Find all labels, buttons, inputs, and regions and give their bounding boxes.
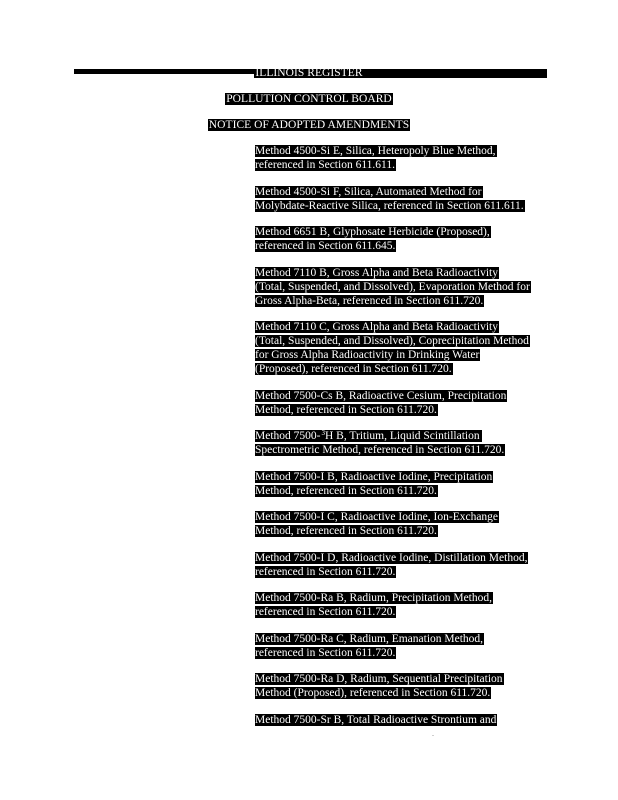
method-entry-text: Method 7500-Ra D, Radium, Sequential Precipitation: [255, 673, 503, 685]
method-entry-text: Method, referenced in Section 611.720.: [255, 484, 437, 497]
method-entry-line: [255, 484, 555, 498]
method-entry-line: [255, 510, 555, 524]
method-entry-text: Molybdate-Reactive Silica, referenced in Section 611.611.: [255, 199, 524, 212]
method-entry-text: Method, referenced in Section 611.720.: [255, 403, 437, 416]
method-entry-text: Method 7500-Sr B, Total Radioactive Strontium and: [255, 713, 497, 726]
method-entry-text: Method 7500-I B, Radioactive Iodine, Precipitation: [255, 470, 493, 483]
method-entry-line: [255, 470, 555, 484]
method-entry-text: Method 7500-I C, Radioactive Iodine, Ion-Exchange: [255, 511, 499, 523]
method-entry-line: [255, 443, 555, 457]
method-entry: [255, 551, 555, 579]
method-entry: [255, 185, 555, 213]
method-entry-line: [255, 429, 555, 443]
method-entry-text: Method 4500-Si E, Silica, Heteropoly Blue Method,: [255, 145, 496, 157]
method-entry-text: referenced in Section 611.645.: [255, 240, 396, 252]
method-entry-line: [255, 266, 555, 280]
method-entry-text: referenced in Section 611.720.: [255, 606, 396, 618]
method-entry-line: [255, 294, 555, 308]
method-entry: [255, 672, 555, 700]
method-entry-text: Method 7500-: [255, 430, 321, 442]
method-entry: [255, 266, 555, 308]
scan-speck: [432, 735, 434, 736]
method-entry-text: Method 4500-Si F, Silica, Automated Method for: [255, 185, 482, 198]
method-entry-text: referenced in Section 611.720.: [255, 646, 396, 659]
method-entry-line: [255, 158, 555, 172]
method-entry-text: Method 7500-I D, Radioactive Iodine, Distillation Method,: [255, 551, 528, 564]
method-entry-text: Method (Proposed), referenced in Section 611.720.: [255, 687, 491, 699]
method-entry-line: [255, 524, 555, 538]
method-list: [255, 144, 555, 739]
method-entry-line: [255, 713, 555, 727]
tritium-label: [321, 430, 481, 442]
method-entry: [255, 591, 555, 619]
method-entry-text: Method, referenced in Section 611.720.: [255, 525, 437, 537]
method-entry-line: [255, 185, 555, 199]
method-entry: [255, 470, 555, 498]
method-entry: [255, 144, 555, 172]
method-entry-line: [255, 320, 555, 334]
method-entry-text: Spectrometric Method, referenced in Section 611.720.: [255, 444, 505, 456]
method-entry: [255, 389, 555, 417]
method-entry-text: (Total, Suspended, and Dissolved), Evaporation Method for: [255, 280, 530, 293]
notice-title: [0, 119, 618, 132]
method-entry-text: Method 7110 C, Gross Alpha and Beta Radioactivity: [255, 321, 498, 333]
method-entry-text: Method 7500-Ra C, Radium, Emanation Method,: [255, 632, 484, 645]
method-entry: [255, 713, 555, 727]
isotope-superscript: 3: [321, 429, 325, 437]
method-entry-line: [255, 144, 555, 158]
method-entry-line: [255, 591, 555, 605]
method-entry-text: Method 7500-Ra B, Radium, Precipitation Method,: [255, 592, 493, 604]
method-entry-line: [255, 362, 555, 376]
method-entry-line: [255, 334, 555, 348]
method-entry-line: [255, 348, 555, 362]
board-title-text: POLLUTION CONTROL BOARD: [226, 93, 392, 105]
method-entry-text: Method 6651 B, Glyphosate Herbicide (Proposed),: [255, 226, 490, 238]
method-entry-line: [255, 605, 555, 619]
method-entry-line: [255, 565, 555, 579]
method-entry: [255, 429, 555, 457]
method-entry-line: [255, 403, 555, 417]
method-entry: [255, 510, 555, 538]
method-entry-text: Gross Alpha-Beta, referenced in Section 611.720.: [255, 294, 484, 307]
method-entry-line: [255, 672, 555, 686]
register-title-text: ILLINOIS REGISTER: [255, 67, 363, 79]
register-title: [0, 67, 618, 80]
method-entry-line: [255, 280, 555, 294]
method-entry-line: [255, 239, 555, 253]
method-entry-text: Method 7110 B, Gross Alpha and Beta Radioactivity: [255, 266, 498, 279]
method-entry-text: H B, Tritium, Liquid Scintillation: [324, 430, 480, 442]
method-entry-text: referenced in Section 611.720.: [255, 565, 396, 578]
method-entry-line: [255, 551, 555, 565]
method-entry-text: referenced in Section 611.611.: [255, 159, 395, 171]
method-entry-text: Method 7500-Cs B, Radioactive Cesium, Precipitation: [255, 389, 507, 402]
method-entry-line: [255, 632, 555, 646]
method-entry-line: [255, 646, 555, 660]
method-entry: [255, 225, 555, 253]
method-entry-line: [255, 389, 555, 403]
method-entry-text: for Gross Alpha Radioactivity in Drinking Water: [255, 349, 480, 361]
method-entry-line: [255, 199, 555, 213]
method-entry-line: [255, 686, 555, 700]
method-entry-text: (Proposed), referenced in Section 611.720.: [255, 363, 452, 375]
method-entry: [255, 632, 555, 660]
method-entry: [255, 320, 555, 376]
method-entry-line: [255, 225, 555, 239]
board-title: [0, 93, 618, 106]
notice-title-text: NOTICE OF ADOPTED AMENDMENTS: [208, 119, 410, 131]
method-entry-text: (Total, Suspended, and Dissolved), Coprecipitation Method: [255, 335, 529, 347]
